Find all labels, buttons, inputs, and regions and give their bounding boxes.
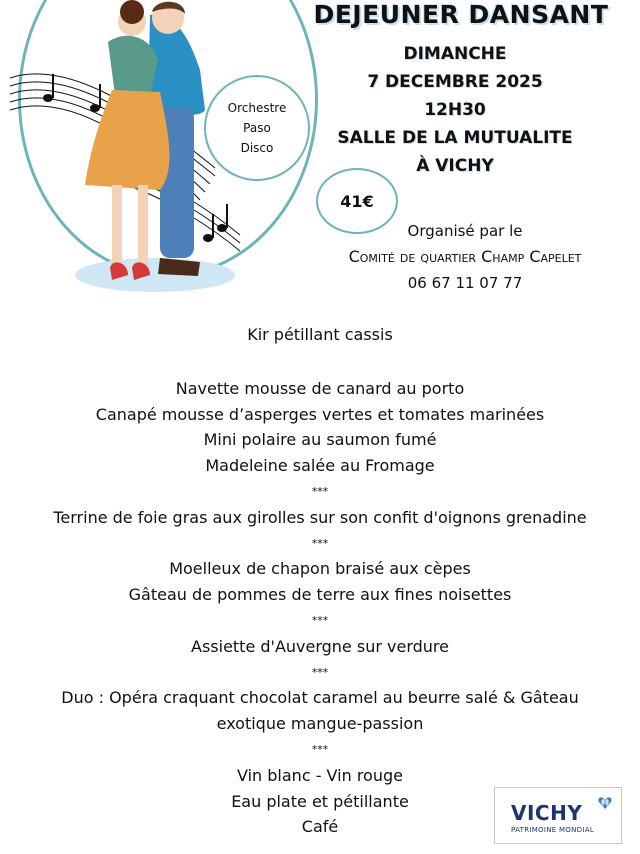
menu-separator: *** <box>311 665 329 679</box>
organizer-phone: 06 67 11 07 77 <box>407 274 523 292</box>
menu-aperitif: Kir pétillant cassis <box>247 325 393 344</box>
event-venue: SALLE DE LA MUTUALITE <box>337 128 573 148</box>
orchestra-style: Paso <box>243 121 271 135</box>
menu-separator: *** <box>311 613 329 627</box>
menu-item: Moelleux de chapon braisé aux cèpes <box>169 559 471 579</box>
menu-item: Duo : Opéra craquant chocolat caramel au beurre salé & Gâteau <box>61 688 579 708</box>
logo-name: VICHY <box>511 801 583 825</box>
orchestra-badge <box>204 75 310 181</box>
menu-drink: Café <box>301 817 339 837</box>
menu-item: Assiette d'Auvergne sur verdure <box>191 636 449 656</box>
menu-item: Gâteau de pommes de terre aux fines noisettes <box>128 585 512 605</box>
vichy-logo <box>494 787 622 844</box>
logo-tagline: PATRIMOINE MONDIAL <box>511 826 595 834</box>
menu-drink: Eau plate et pétillante <box>231 791 409 811</box>
menu-item: Mini polaire au saumon fumé <box>203 430 437 450</box>
event-date: 7 DECEMBRE 2025 <box>367 72 543 92</box>
organizer-name: Comité de quartier Champ Capelet <box>348 247 582 266</box>
menu-item: Navette mousse de canard au porto <box>175 378 465 398</box>
menu-item: Terrine de foie gras aux girolles sur son confit d'oignons grenadine <box>53 507 587 527</box>
event-day: DIMANCHE <box>403 44 507 64</box>
heart-icon <box>597 795 613 811</box>
menu-separator: *** <box>311 536 329 550</box>
menu-separator: *** <box>311 742 329 756</box>
menu-item: Madeleine salée au Fromage <box>205 456 435 476</box>
event-city: À VICHY <box>416 156 494 176</box>
organizer-intro: Organisé par le <box>407 222 523 240</box>
price-value: 41€ <box>340 191 374 211</box>
menu-item: Canapé mousse d’asperges vertes et tomates marinées <box>95 404 545 424</box>
event-title: DEJEUNER DANSANT <box>313 0 609 29</box>
orchestra-label: Orchestre <box>227 101 287 115</box>
menu-separator: *** <box>311 484 329 498</box>
menu <box>0 322 640 840</box>
organizer-block <box>300 218 630 296</box>
orchestra-style: Disco <box>240 141 274 155</box>
menu-drink: Vin blanc - Vin rouge <box>237 765 403 785</box>
event-time: 12H30 <box>424 100 486 120</box>
menu-item: exotique mangue-passion <box>216 714 424 734</box>
event-details <box>330 40 580 180</box>
